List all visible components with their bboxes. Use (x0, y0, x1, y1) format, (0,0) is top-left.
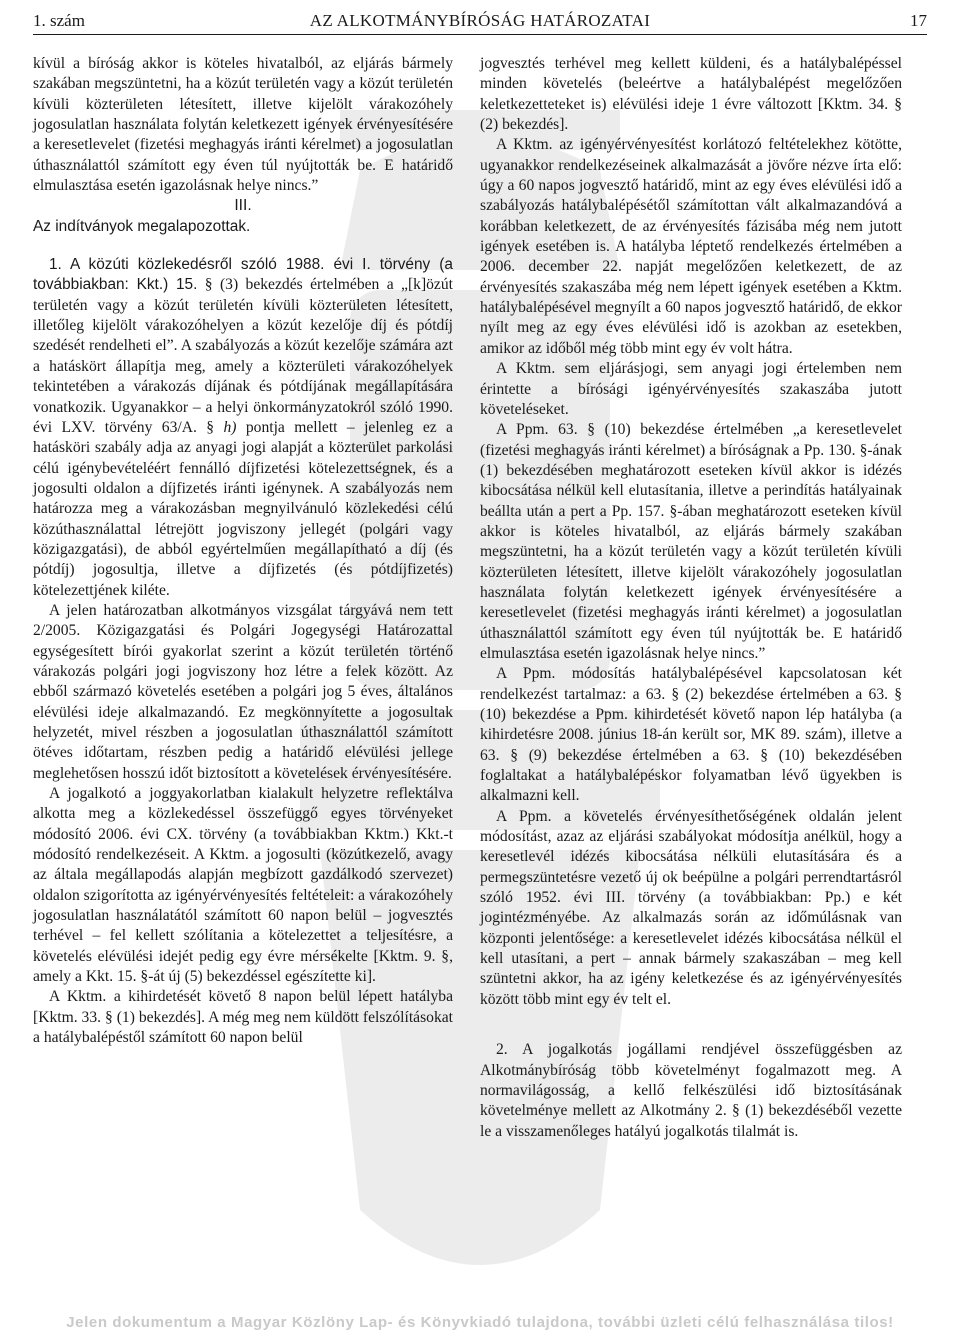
page-header (33, 10, 927, 35)
issue-number: 1. szám (33, 11, 85, 30)
paragraph: jogvesztés terhével meg kellett küldeni, és a hatálybalépéssel minden követelés (beleértve a hatálybalépést megelőzően keletkezetteteket is) elévülési ideje 1 évre változott [Kktm. 34. § (2) bekezdés]. (480, 55, 902, 134)
section-number: III. (234, 197, 252, 215)
copyright-footer: Jelen dokumentum a Magyar Közlöny Lap- és Könyvkiadó tulajdona, további üzleti célú felhasználása tilos! (0, 1309, 960, 1337)
publication-title: AZ ALKOTMÁNYBÍRÓSÁG HATÁROZATAI (309, 11, 651, 30)
paragraph: A Ppm. módosítás hatálybalépésével kapcsolatosan két rendelkezést tartalmaz: a 63. § (2) bekezdése értelmében a 63. § (10) bekezdése a Ppm. kihirdetését követő napon lép hatályba (a kihirdetésre 2008. június 18-án került sor, MK 89. szám), illetve a 63. § (9) bekezdése értelmében a 63. § (10) bekezdésében foglaltakat a hatálybalépéskor folyamatban lévő ügyekben is alkalmazni kell. (480, 665, 902, 805)
paragraph: A jelen határozatban alkotmányos vizsgálat tárgyává nem tett 2/2005. Közigazgatási és Polgári Jogegységi Határozattal egységesített bírói gyakorlat szerint a közút területén történő várakozás polgári jogi jogviszony hoz létre a felek között. Az ebből származó követelés esetében a polgári jog 5 éves, általános elévülési ideje alkalmazandó. Ez megkönnyítette a jogosultak helyzetét, mivel részben a jogosulatlan úthasználattól számított ötéves időtartam, részben pedig a határidő elévülési jellege meglehetősen hosszú időt biztosított a követelések érvényesítésére. (33, 601, 453, 782)
paragraph-heading: 1. A közúti közlekedésről szóló 1988. évi I. törvény (a továbbiakban: Kkt.) 15. (33, 256, 453, 294)
paragraph-text: § (3) bekezdés értelmében a „[k]özút területén vagy a közút területén kívüli közterületen létesített, illetőleg kijelölt várakozóhelyen a közút kezelője díj és pótdíj szedését rendelheti el”. A szabályozás a közút kezelője számára azt a hatáskört állapítja meg, amely a közterületi várakozóhelyek tekintetében a várakozás díjának és pótdíjának megállapítására vonatkozik. Ugyanakkor – a helyi önkormányzatokról szóló 1990. évi LXV. törvény 63/A. § (33, 276, 453, 436)
paragraph-text: pontja mellett – jelenleg ez a hatásköri szabály adja az anyagi jogi alapját a közterület parkolási célú igénybevételéért fennálló díjfizetési kötelezettségnek, és a jogosulti oldalon a díjfizetés iránti igénynek. A szabályozás nem határozza meg a várakozásban megnyilvánuló közlekedési célú közúthasználattal létrejött jogviszony jellegét (polgári vagy közigazgatási), de abból egyértelműen megállapítható a díj (és pótdíj) jogosultja, illetve a díjfizetés (és pótdíjfizetés) kötelezettjének kiléte. (33, 418, 453, 599)
paragraph: A Kktm. a kihirdetését követő 8 napon belül lépett hatályba [Kktm. 33. § (1) bekezdés]. A még meg nem küldött felszólításokat a hatálybalépéstől számított 60 napon belül (33, 988, 453, 1047)
paragraph: A Ppm. 63. § (10) bekezdése értelmében „a keresetlevelet (fizetési meghagyás iránti kérelmet) a bíróságnak a Pp. 130. §-ának (1) bekezdésében meghatározott eseteken kívül akkor is idézés kibocsátása nélkül kell elutasítania, illetve a perindítás hatályainak beállta után a pert a Pp. 157. §-ában meghatározott eseteken kívül akkor is köteles hivatalból, az eljárás bármely szakában megszüntetni, ha a közút területén vagy a közút területén kívüli közterületen létesített, illetve kijelölt várakozóhely jogosulatlan használata folytán keletkezett igények érvényesítésére a keresetlevelet (fizetési meghagyás iránti kérelmet) a jogosulatlan úthasználattól számított egy éven túl nyújtották be. E határidő elmulasztása esetén igazolásnak helye nincs.” (480, 421, 902, 662)
paragraph: 2. A jogalkotás jogállami rendjével összefüggésben az Alkotmánybíróság több követelményt fogalmazott meg. A normavilágosság, a kellő felkészülési idő biztosításának követelménye mellett az Alkotmány 2. § (1) bekezdéséből vezette le a visszamenőleges hatályú jogalkotás tilalmát is. (480, 1041, 902, 1140)
right-column (480, 54, 902, 1142)
paragraph: A jogalkotó a joggyakorlatban kialakult helyzetre reflektálva alkotta meg a közlekedéssel összefüggő egyes törvényeket módosító 2006. évi CX. törvény (a továbbiakban Kktm.) Kkt.-t módosító rendelkezéseit. A Kktm. a jogosulti (közútkezelő, avagy az általa megállapodás alapján megbízott gazdálkodó szervezet) oldalon szigorította az igényérvényesítés feltételeit: a várakozóhely jogosulatlan használatától számított 60 napon belül – jogvesztés terhével – fel kellett szólítania a kötelezettet a teljesítésre, a követelés elévülési idejét pedig egy évre mérsékelte [Kktm. 9. §, amely a Kkt. 15. §-át új (5) bekezdéssel egészítette ki]. (33, 785, 453, 986)
paragraph-sans: Az indítványok megalapozottak. (33, 217, 251, 235)
paragraph: A Ppm. a követelés érvényesíthetőségének oldalán jelent módosítást, azaz az eljárási szabályokat módosítja anélkül, hogy a keresetlevél idézés kibocsátása nélküli elutasítására és a permegszüntetésre vezető új ok beépülne a polgári perrendtartásról szóló 1952. évi III. törvény (a továbbiakban: Pp.) e két jogintézményébe. Az alkalmazás során az időmúlásnak van központi jelentősége: a keresetlevelet idézés kibocsátása nélkül el kell utasítani, a pert – annak bármely szakaszában – meg kell szüntetni akkor, ha az igény keletkezése és az igényérvényesítés között több mint egy év telt el. (480, 807, 902, 1008)
paragraph: A Kktm. az igényérvényesítést korlátozó feltételekhez kötötte, ugyanakkor rendelkezéseinek alkalmazását a jövőre nézve írta elő: úgy a 60 napos jogvesztő határidő, mint az egy éves elévülési idő a szabályozás hatálybalépésétől számítottan vált alkalmazandóvá a korábban keletkezett, de az érvényesítés fázisába még nem jutott igények esetében is. A hatályba léptető rendelkezés értelmében a 2006. december 22. napját megelőzően keletkezett, de az érvényesítés szakaszába még nem lépett igények esetében a Kktm. hatálybalépésével megnyílt a 60 napos jogvesztő határidő, de ekkor nyílt meg az egy éves elévülési idő is azokban az esetekben, amikor az időből még több mint egy év volt hátra. (480, 136, 902, 357)
paragraph: kívül a bíróság akkor is köteles hivatalból, az eljárás bármely szakában megszüntetni, ha a közút területén vagy a közút területén kívüli közterületen létesített, illetve kijelölt várakozóhely jogosulatlan használata folytán keletkezett igények érvényesítésére a keresetlevelet (fizetési meghagyás iránti kérelmet) a jogosulatlan úthasználattól számított egy éven túl nyújtották be. E határidő elmulasztása esetén igazolásnak helye nincs.” (33, 55, 453, 195)
paragraph: A Kktm. sem eljárásjogi, sem anyagi jogi értelemben nem érintette a bírósági igényérvényesítés szakaszába jutott követeléseket. (480, 360, 902, 418)
paragraph (33, 255, 453, 601)
page-number: 17 (910, 11, 927, 30)
italic-ref: h) (223, 418, 237, 436)
left-column (33, 54, 453, 1049)
